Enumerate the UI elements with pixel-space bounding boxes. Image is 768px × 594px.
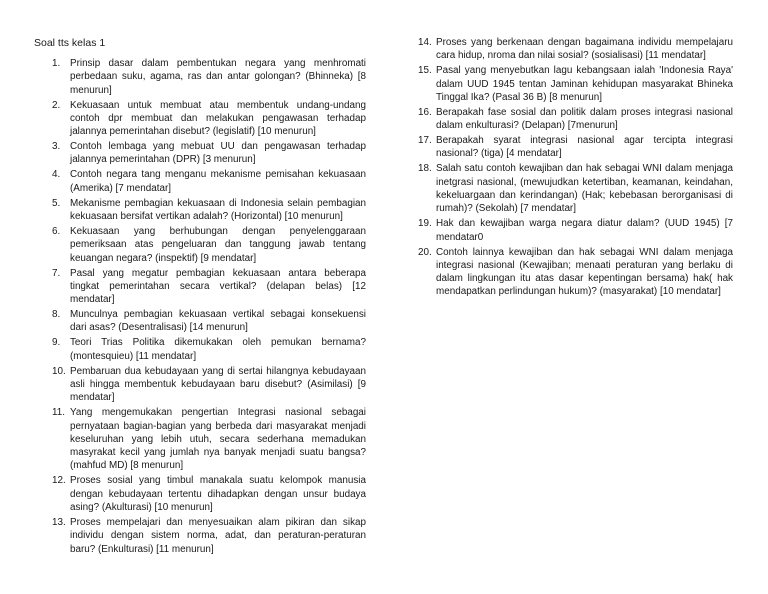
question-number: 6. <box>52 226 61 237</box>
question-number: 17. <box>418 135 432 147</box>
question-item <box>418 36 733 63</box>
question-item <box>418 162 733 215</box>
question-number: 5. <box>52 197 61 209</box>
question-item <box>52 336 366 363</box>
question-text: Hak dan kewajiban warga negara diatur dalam? (UUD 1945) [7 mendatar0 <box>436 218 733 243</box>
question-number: 8. <box>52 309 61 321</box>
question-text: Contoh negara tang menganu mekanisme pemisahan kekuasaan (Amerika) [7 mendatar] <box>70 169 366 194</box>
question-item <box>418 217 733 244</box>
question-item <box>52 308 366 335</box>
question-number: 3. <box>52 141 61 153</box>
question-list-right <box>418 36 733 300</box>
question-text: Prinsip dasar dalam pembentukan negara yang menhromati perbedaan suku, agama, ras dan antar golongan? (Bhinneka) [8 menurun] <box>70 58 366 96</box>
question-number: 9. <box>52 337 61 349</box>
question-text: Pasal yang megatur pembagian kekuasaan antara beberapa tingkat pemerintahan secara vertikal? (delapan belas) [12 mendatar] <box>70 267 366 306</box>
question-number: 10. <box>52 365 66 377</box>
question-list-left <box>52 57 366 558</box>
question-text: Proses sosial yang timbul manakala suatu kelompok manusia dengan kebudayaan tertentu dihadapkan dengan unsur budaya asing? (Akulturasi) [10 menurun] <box>70 475 366 514</box>
question-item <box>418 134 733 161</box>
question-number: 4. <box>52 169 61 181</box>
question-item <box>52 516 366 556</box>
question-number: 1. <box>52 58 61 69</box>
question-number: 18. <box>418 163 432 175</box>
question-item <box>52 365 366 405</box>
question-number: 15. <box>418 65 432 77</box>
question-text: Munculnya pembagian kekuasaan vertikal sebagai konsekuensi dari asas? (Desentralisasi) [14 menurun] <box>70 309 366 334</box>
question-text: Contoh lainnya kewajiban dan hak sebagai WNI dalam menjaga integrasi nasional (Kewajiban; menaati peraturan yang berlaku di dalam lingkungan itu atas dasar kepentingan bersama) hak( hak mendapatkan perlindungan hukum)? (masyarakat) [10 mendatar] <box>436 246 733 298</box>
question-text: Kekuasaan untuk membuat atau membentuk undang-undang contoh dpr membuat dan melakukan pengawasan terhadap jalannya pemerintahan disebut? (legislatif) [10 menurun] <box>70 99 366 138</box>
question-number: 2. <box>52 99 61 111</box>
question-text: Proses yang berkenaan dengan bagaimana individu mempelajaru cara hidup, nroma dan nilai sosial? (sosialisasi) [11 mendatar] <box>436 37 733 62</box>
question-text: Yang mengemukakan pengertian Integrasi nasional sebagai pernyataan bagian-bagian yang berbeda dari masyarakat menjadi keseluruhan yang lebih utuh, secara sederhana memadukan masyrakat kecil yang jumlah nya banyak menjadi suatu bangsa? (mahfud MD) [8 menurun] <box>70 407 366 472</box>
question-item <box>52 197 366 224</box>
question-text: Mekanisme pembagian kekuasaan di Indonesia selain pembagian kekuasaan bersifat vertikan adalah? (Horizontal) [10 menurun] <box>70 197 366 223</box>
question-number: 7. <box>52 267 61 279</box>
question-text: Contoh lembaga yang mebuat UU dan pengawasan terhadap jalannya pemerintahan (DPR) [3 menurun] <box>70 141 366 166</box>
question-number: 12. <box>52 475 66 487</box>
question-item <box>52 140 366 167</box>
question-item <box>418 106 733 133</box>
question-text: Berapakah fase sosial dan politik dalam proses integrasi nasional dalam enkulturasi? (Delapan) [7menurun] <box>436 106 733 132</box>
question-text: Proses mempelajari dan menyesuaikan alam pikiran dan sikap individu dengan sistem norma, adat, dan peraturan-peraturan baru? (Enkulturasi) [11 menurun] <box>70 517 366 555</box>
question-number: 11. <box>52 407 65 419</box>
question-number: 13. <box>52 517 66 529</box>
question-item <box>52 99 366 139</box>
question-item <box>52 267 366 307</box>
question-text: Teori Trias Politika dikemukakan oleh pemukan bernama? (montesquieu) [11 mendatar] <box>70 337 366 362</box>
question-number: 20. <box>418 246 432 258</box>
question-item <box>52 225 366 265</box>
question-text: Berapakah syarat integrasi nasional agar tercipta integrasi nasional? (tiga) [4 mendatar] <box>436 135 733 160</box>
question-item <box>52 406 366 472</box>
question-text: Salah satu contoh kewajiban dan hak sebagai WNI dalam menjaga inetgrasi nasional, (mewujudkan ketertiban, keamanan, keindahan, kekeluargaan dan kerindangan) (Hak; kebebasan berorganisasi di rumah)? (Sekolah) [7 mendatar] <box>436 163 733 215</box>
question-item <box>52 168 366 195</box>
question-item <box>418 64 733 104</box>
question-item <box>418 246 733 299</box>
question-number: 14. <box>418 37 432 48</box>
question-number: 16. <box>418 106 432 118</box>
question-number: 19. <box>418 218 432 230</box>
document-title: Soal tts kelas 1 <box>34 37 106 49</box>
question-item <box>52 57 366 97</box>
question-item <box>52 474 366 514</box>
question-text: Pembaruan dua kebudayaan yang di sertai hilangnya kebudayaan asli hingga membentuk kebudayaan baru disebut? (Asimilasi) [9 mendatar] <box>70 365 366 404</box>
question-text: Pasal yang menyebutkan lagu kebangsaan ialah 'Indonesia Raya' dalam UUD 1945 tentan Jaminan kehidupan masyarakat Bhineka Tinggal Ika? (Pasal 36 B) [8 menurun] <box>436 65 733 103</box>
question-text: Kekuasaan yang berhubungan dengan penyelenggaraan pemeriksaan atas pengeluaran dan tanggung jawab tentang keuangan negara? (inspektif) [9 mendatar] <box>70 226 366 264</box>
